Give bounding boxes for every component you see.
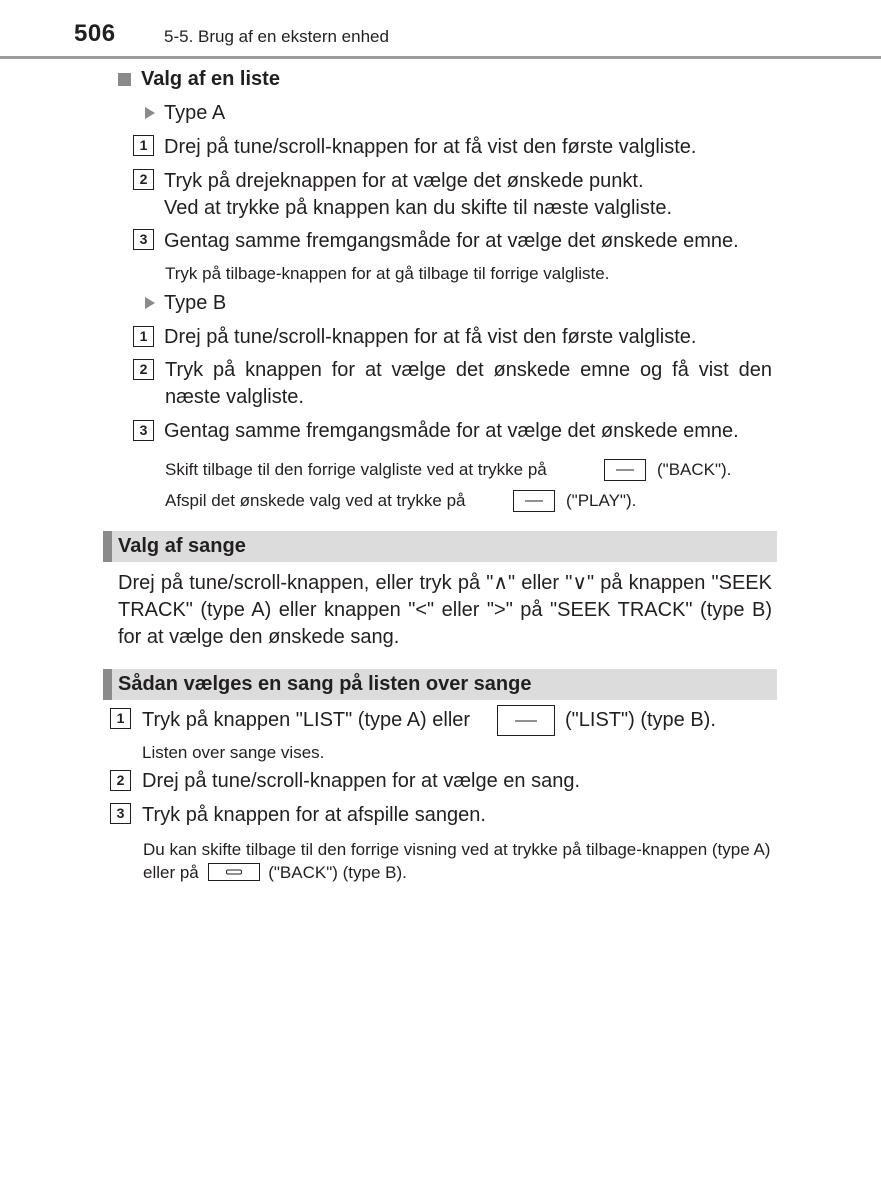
step-number-badge: 3 bbox=[133, 420, 154, 441]
song-list-back-note bbox=[143, 838, 777, 884]
type-b-play-note-suffix: ("PLAY"). bbox=[566, 491, 637, 510]
song-list-step-1-text: Tryk på knappen "LIST" (type A) eller bbox=[142, 709, 471, 731]
songs-heading-band bbox=[103, 531, 777, 562]
song-list-back-note-text: Du kan skifte tilbage til den forrige visning ved at trykke på tilbage-knappen (type A) eller på bbox=[143, 840, 771, 882]
song-list-back-note-suffix: ("BACK") (type B). bbox=[268, 863, 407, 882]
song-list-step-3-text: Tryk på knappen for at afspille sangen. bbox=[142, 804, 486, 826]
type-a-step-1-text: Drej på tune/scroll-knappen for at få vist den første valgliste. bbox=[164, 136, 697, 158]
step-number-badge: 2 bbox=[133, 359, 154, 380]
song-list-heading: Sådan vælges en sang på listen over sange bbox=[118, 673, 532, 695]
type-a-label: Type A bbox=[164, 102, 226, 124]
step-number-badge: 2 bbox=[133, 169, 154, 190]
type-b-label: Type B bbox=[164, 292, 227, 314]
song-list-step-2-text: Drej på tune/scroll-knappen for at vælge en sang. bbox=[142, 770, 581, 792]
back-button-icon bbox=[208, 863, 260, 881]
step-number-badge: 1 bbox=[133, 135, 154, 156]
song-list-step-1-note: Listen over sange vises. bbox=[142, 743, 325, 762]
type-a-step-2-text-line-2: Ved at trykke på knappen kan du skifte til næste valgliste. bbox=[164, 197, 673, 219]
square-bullet-icon bbox=[118, 73, 131, 86]
type-b-play-note-text: Afspil det ønskede valg ved at trykke på bbox=[165, 491, 466, 510]
play-button-icon bbox=[513, 490, 555, 512]
section-title: 5-5. Brug af en ekstern enhed bbox=[164, 27, 389, 46]
step-number-badge: 1 bbox=[133, 326, 154, 347]
step-number-badge: 3 bbox=[110, 803, 131, 824]
triangle-bullet-icon bbox=[145, 297, 155, 309]
list-selection-heading: Valg af en liste bbox=[141, 68, 280, 90]
songs-paragraph: Drej på tune/scroll-knappen, eller tryk på "∧" eller "∨" på knappen "SEEK TRACK" (type A) eller knappen "<" eller ">" på "SEEK TRACK" (type B) for at vælge den ønskede sang. bbox=[118, 572, 772, 648]
song-list-heading-band bbox=[103, 669, 777, 700]
type-b-step-1-text: Drej på tune/scroll-knappen for at få vist den første valgliste. bbox=[164, 326, 697, 348]
type-a-step-3-text: Gentag samme fremgangsmåde for at vælge det ønskede emne. bbox=[164, 230, 739, 252]
heading-accent-bar bbox=[103, 669, 112, 700]
list-button-icon bbox=[497, 705, 555, 736]
page-number: 506 bbox=[74, 20, 116, 47]
back-button-icon bbox=[604, 459, 646, 481]
step-number-badge: 2 bbox=[110, 770, 131, 791]
type-b-back-note-suffix: ("BACK"). bbox=[657, 460, 732, 479]
triangle-bullet-icon bbox=[145, 107, 155, 119]
heading-accent-bar bbox=[103, 531, 112, 562]
type-a-note: Tryk på tilbage-knappen for at gå tilbage til forrige valgliste. bbox=[165, 264, 610, 283]
step-number-badge: 1 bbox=[110, 708, 131, 729]
songs-heading: Valg af sange bbox=[118, 535, 246, 557]
type-b-step-2-text: Tryk på knappen for at vælge det ønskede emne og få vist den næste valgliste. bbox=[165, 359, 772, 408]
type-b-back-note-text: Skift tilbage til den forrige valgliste ved at trykke på bbox=[165, 460, 547, 479]
header-divider bbox=[0, 56, 881, 59]
type-b-step-3-text: Gentag samme fremgangsmåde for at vælge det ønskede emne. bbox=[164, 420, 739, 442]
type-a-step-2-text: Tryk på drejeknappen for at vælge det ønskede punkt. bbox=[164, 170, 644, 192]
song-list-step-1-suffix: ("LIST") (type B). bbox=[565, 709, 716, 731]
step-number-badge: 3 bbox=[133, 229, 154, 250]
